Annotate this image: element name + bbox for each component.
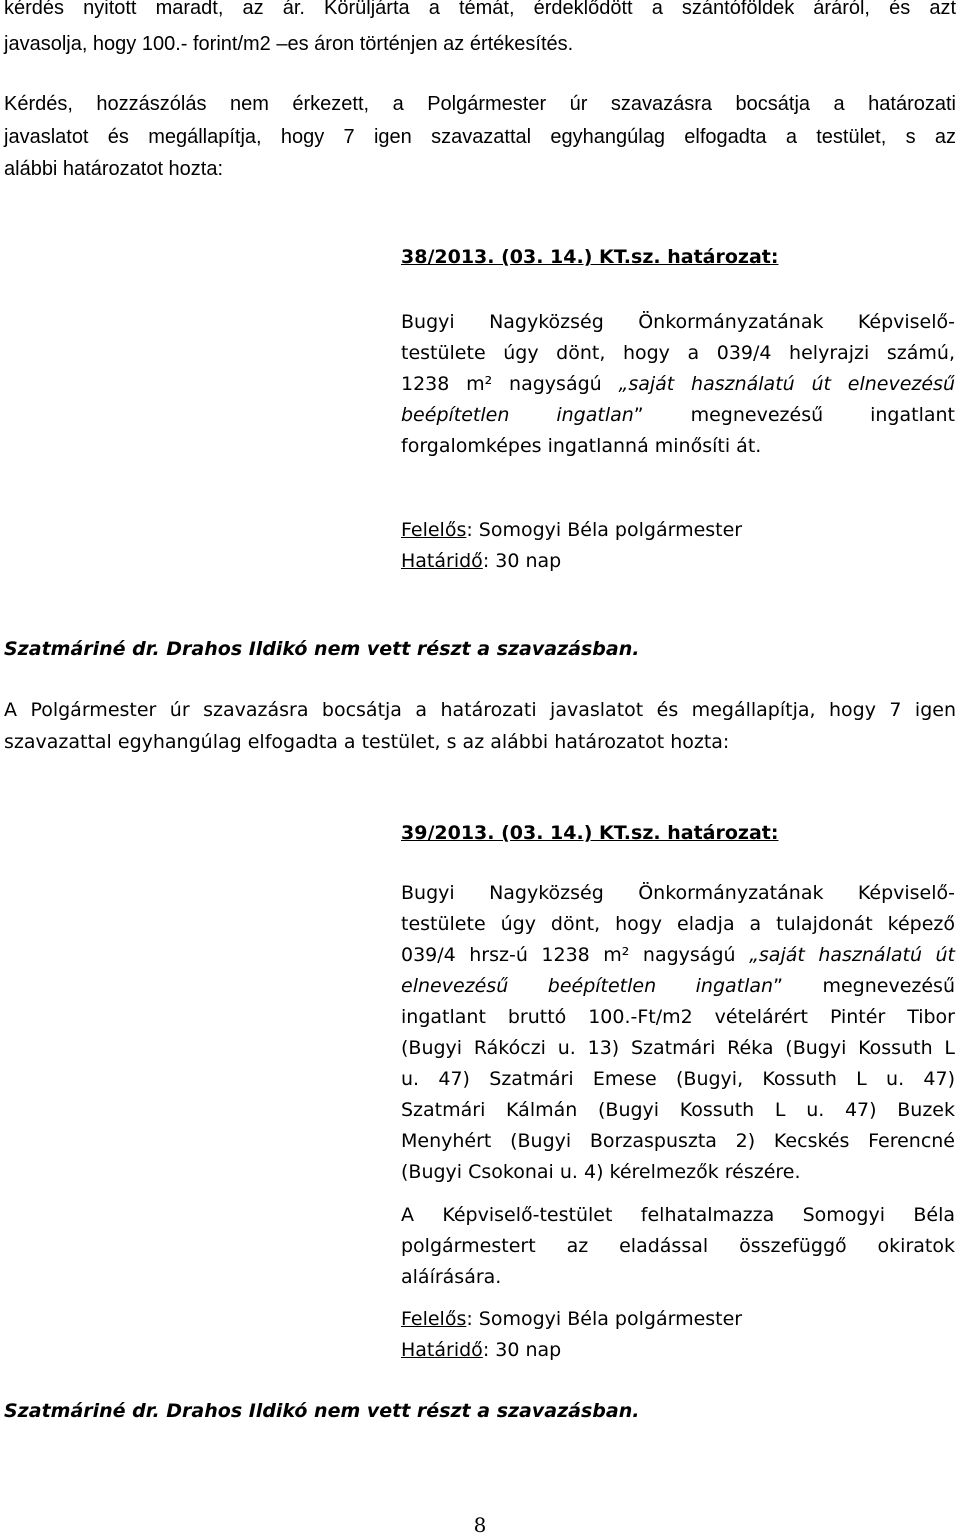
responsible-label: Felelős [401, 1308, 467, 1330]
resolution-text-line: (Bugyi Csokonai u. 4) kérelmezők részére. [401, 1161, 801, 1183]
deadline-label: Határidő [401, 550, 483, 572]
responsible-line [401, 518, 742, 542]
resolution-text-line: testülete úgy dönt, hogy a 039/4 helyrajzi számú, [401, 342, 955, 364]
responsible-value: : Somogyi Béla polgármester [466, 519, 743, 541]
abstain-note: Szatmáriné dr. Drahos Ildikó nem vett részt a szavazásban. [4, 638, 640, 660]
resolution-text-segment: 039/4 hrsz-ú 1238 m² nagyságú [401, 944, 750, 966]
deadline-value: : 30 nap [482, 550, 562, 572]
deadline-line [401, 549, 561, 573]
intro-line: Kérdés, hozzászólás nem érkezett, a Polgármester úr szavazásra bocsátja a határozati [4, 93, 956, 115]
resolution-text-line: Bugyi Nagyközség Önkormányzatának Képviselő- [401, 882, 955, 904]
responsible-line [401, 1307, 742, 1331]
authorization-line: A Képviselő-testület felhatalmazza Somogyi Béla [401, 1204, 955, 1226]
resolution-text-segment: 1238 m² nagyságú [401, 373, 619, 395]
resolution-text-line: (Bugyi Rákóczi u. 13) Szatmári Réka (Bugyi Kossuth L [401, 1037, 955, 1059]
intro-line: javaslatot és megállapítja, hogy 7 igen szavazattal egyhangúlag elfogadta a testület, s az [4, 126, 956, 148]
resolution-text-line [401, 943, 955, 967]
authorization-line: aláírására. [401, 1266, 502, 1288]
resolution-text-line [401, 403, 955, 427]
resolution-text-line: Szatmári Kálmán (Bugyi Kossuth L u. 47) Buzek [401, 1099, 955, 1121]
deadline-label: Határidő [401, 1339, 483, 1361]
resolution-italic-segment: „saját használatú út [749, 944, 955, 966]
vote-line: A Polgármester úr szavazásra bocsátja a határozati javaslatot és megállapítja, hogy 7 igen [4, 699, 956, 721]
resolution-italic-segment: elnevezésű beépítetlen ingatlan [401, 975, 774, 997]
resolution-title: 39/2013. (03. 14.) KT.sz. határozat: [401, 822, 779, 844]
resolution-text-line: Bugyi Nagyközség Önkormányzatának Képviselő- [401, 311, 955, 333]
resolution-text-segment: ” megnevezésű [773, 975, 955, 997]
resolution-text-line [401, 974, 955, 998]
responsible-label: Felelős [401, 519, 467, 541]
abstain-note: Szatmáriné dr. Drahos Ildikó nem vett részt a szavazásban. [4, 1400, 640, 1422]
resolution-text-line: u. 47) Szatmári Emese (Bugyi, Kossuth L u. 47) [401, 1068, 955, 1090]
authorization-line: polgármestert az eladással összefüggő okiratok [401, 1235, 955, 1257]
resolution-text-line: testülete úgy dönt, hogy eladja a tulajdonát képező [401, 913, 955, 935]
deadline-value: : 30 nap [482, 1339, 562, 1361]
resolution-title: 38/2013. (03. 14.) KT.sz. határozat: [401, 246, 779, 268]
resolution-text-segment: ” megnevezésű ingatlant [633, 404, 955, 426]
intro-line: javasolja, hogy 100.- forint/m2 –es áron történjen az értékesítés. [4, 33, 574, 55]
resolution-text-line: Menyhért (Bugyi Borzaspuszta 2) Kecskés Ferencné [401, 1130, 955, 1152]
deadline-line [401, 1338, 561, 1362]
resolution-text-line: forgalomképes ingatlanná minősíti át. [401, 435, 762, 457]
vote-line: szavazattal egyhangúlag elfogadta a testület, s az alábbi határozatot hozta: [4, 731, 730, 753]
resolution-italic-segment: „saját használatú út elnevezésű [618, 373, 955, 395]
responsible-value: : Somogyi Béla polgármester [466, 1308, 743, 1330]
resolution-text-line [401, 372, 955, 396]
intro-line: alábbi határozatot hozta: [4, 158, 224, 180]
resolution-italic-segment: beépítetlen ingatlan [401, 404, 634, 426]
page-number: 8 [473, 1513, 487, 1537]
resolution-text-line: ingatlant bruttó 100.-Ft/m2 vételárért Pintér Tibor [401, 1006, 955, 1028]
intro-line: kérdés nyitott maradt, az ár. Körüljárta a témát, érdeklődött a szántóföldek áráról, és azt [4, 0, 956, 19]
